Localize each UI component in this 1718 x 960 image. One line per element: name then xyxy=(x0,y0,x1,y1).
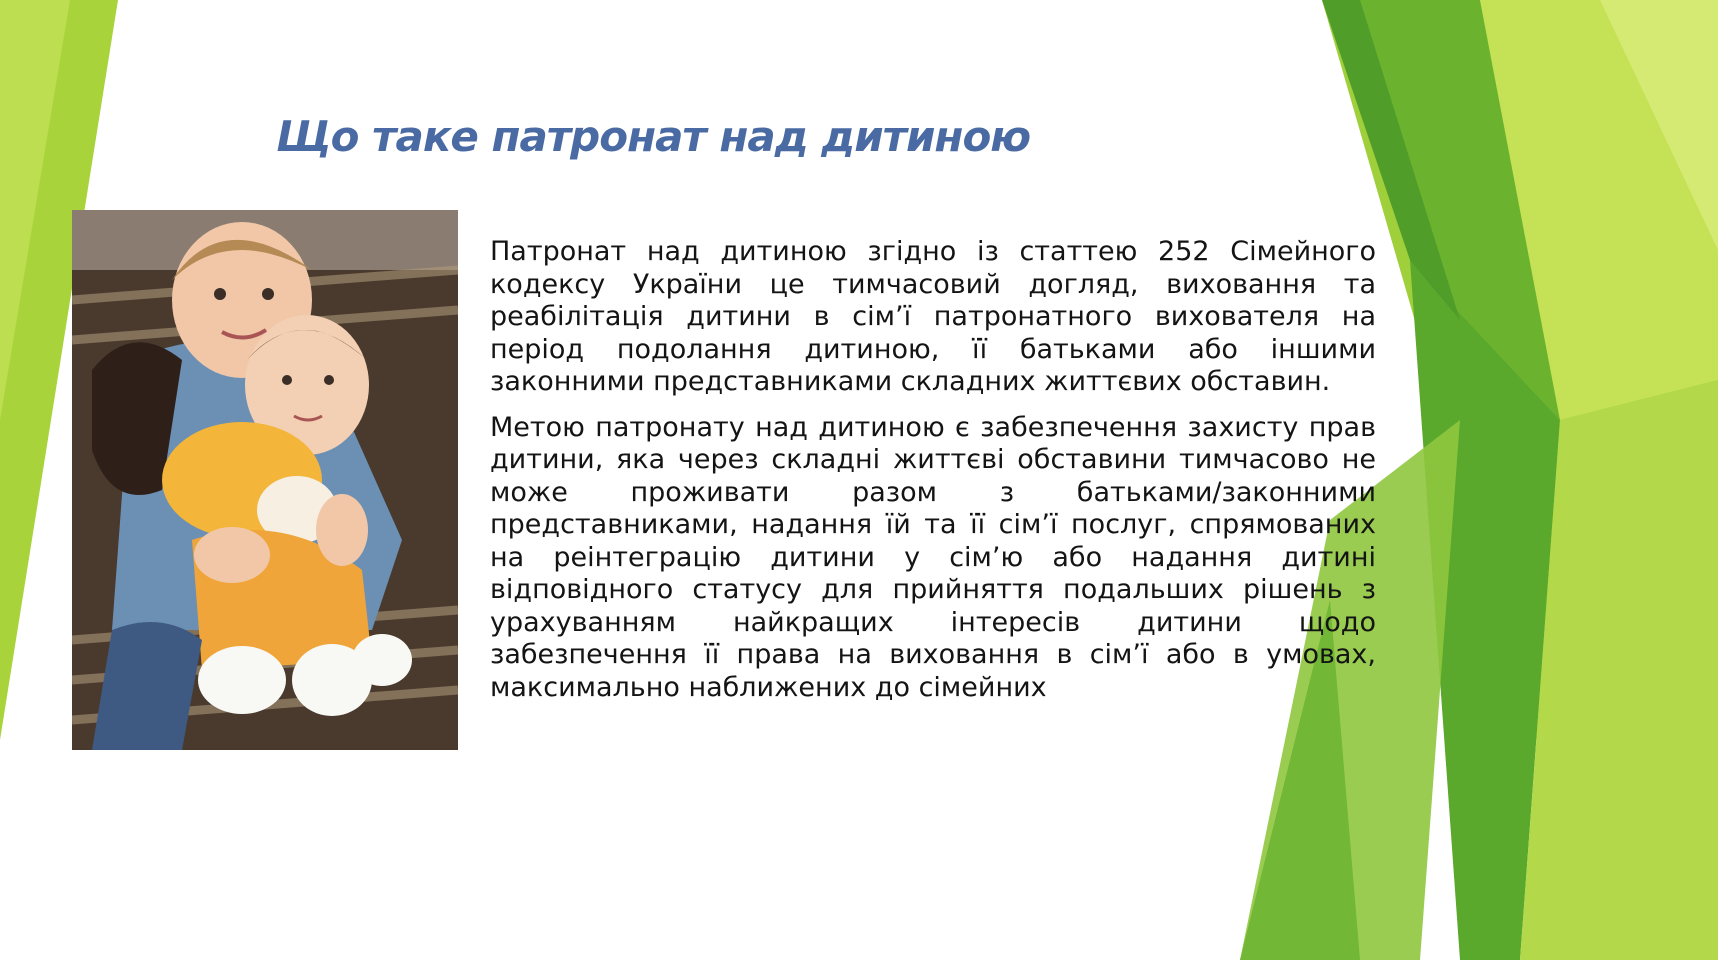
slide-title: Що таке патронат над дитиною xyxy=(276,112,1031,161)
children-photo xyxy=(72,210,458,750)
paragraph-purpose: Метою патронату над дитиною є забезпечення захисту прав дитини, яка через складні життєві обставини тимчасово не може проживати разом з батьками/законними представниками, надання їй та її сім’ї послуг, спрямованих на реінтеграцію дитини у сім’ю або надання дитині відповідного статусу для прийняття подальших рішень з урахуванням найкращих інтересів дитини щодо забезпечення її права на виховання в сім’ї або в умовах, максимально наближених до сімейних xyxy=(490,411,1376,703)
body-text xyxy=(490,236,1376,717)
paragraph-definition: Патронат над дитиною згідно із статтею 252 Сімейного кодексу України це тимчасовий догляд, виховання та реабілітація дитини в сім’ї патронатного вихователя на період подолання дитиною, її батьками або іншими законними представниками складних життєвих обставин. xyxy=(490,236,1376,397)
